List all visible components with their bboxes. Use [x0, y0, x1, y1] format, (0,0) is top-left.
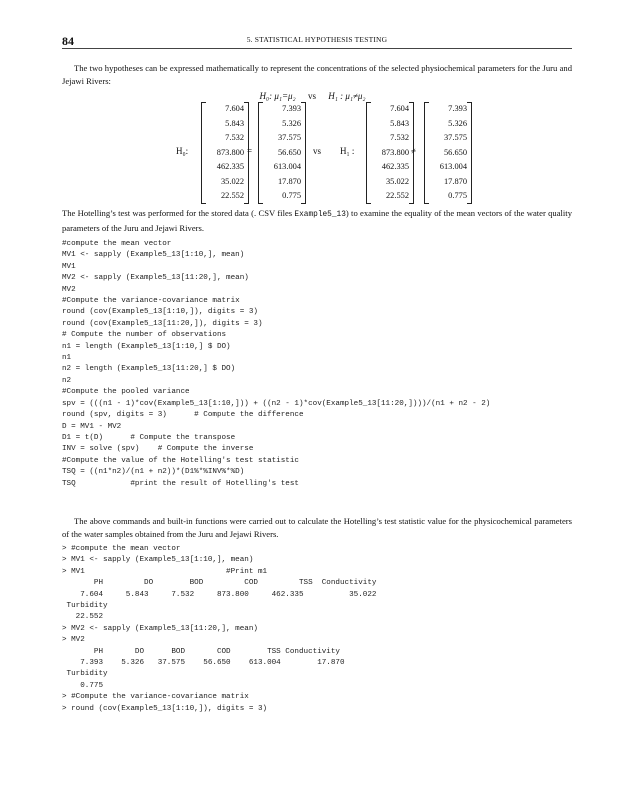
not-equal-sign: ≠ — [411, 146, 416, 156]
matrix-cell: 873.800 — [381, 147, 409, 157]
matrix-cell: 22.552 — [220, 191, 244, 200]
code-line: MV2 — [62, 285, 76, 294]
code-line: # Compute the number of observations — [62, 331, 227, 340]
equals-sign: = — [247, 146, 253, 156]
r-code-block — [62, 239, 582, 490]
intro-paragraph: The two hypotheses can be expressed mathematically to represent the concentrations of the selected physiochemical parameters for the Juru and Jejawi Rivers: — [62, 63, 572, 86]
h0-juru-matrix — [201, 102, 249, 204]
matrix-cell: 7.532 — [225, 133, 244, 142]
matrix-cell: 17.870 — [443, 176, 467, 186]
code-line: MV2 <- sapply (Example5_13[11:20,], mean) — [62, 274, 249, 283]
code-line: n2 — [62, 376, 72, 385]
matrix-cell: 613.004 — [273, 162, 301, 171]
output-line: > MV1 <- sapply (Example5_13[1:10,], mean) — [62, 556, 254, 565]
code-line: TSQ = ((n1*n2)/(n1 + n2))*(D1%*%INV%*%D) — [62, 468, 245, 477]
matrix-cell: 0.775 — [448, 191, 467, 200]
matrix-cell: 7.393 — [448, 104, 467, 113]
code-line: spv = (((n1 - 1)*cov(Example5_13[1:10,])) + ((n2 - 1)*cov(Example5_13[11:20,])))/(n1 + n2 - 2) — [62, 399, 491, 408]
h0-label: H₀: — [176, 146, 189, 156]
header-rule — [62, 48, 572, 49]
matrix-cell: 0.775 — [282, 191, 301, 200]
matrix-cell: 56.650 — [443, 147, 467, 157]
para2-file-label: . CSV files — [254, 208, 295, 218]
output-line: 0.775 — [62, 681, 104, 690]
matrix-cell: 5.843 — [390, 118, 409, 128]
para2-after: ) to examine the equality of the mean vectors of the water quality parameters of the Juru and Jejawi Rivers. — [62, 208, 572, 233]
code-line: round (spv, digits = 3) # Compute the difference — [62, 411, 304, 420]
code-line: n1 — [62, 354, 72, 363]
matrix-cell: 873.800 — [216, 147, 244, 157]
matrix-cell: 7.604 — [225, 104, 244, 113]
matrix-cell: 37.575 — [277, 133, 301, 142]
matrix-cell: 462.335 — [381, 162, 409, 171]
matrix-cell: 17.870 — [277, 176, 301, 186]
matrix-cell: 613.004 — [439, 162, 467, 171]
output-line: > MV2 — [62, 636, 85, 645]
output-line: PH DO BOD COD TSS Conductivity — [62, 647, 340, 656]
null-hypothesis: H₀: μ₁=μ₂ — [259, 91, 296, 101]
hypotheses-vs: vs — [307, 91, 316, 101]
results-paragraph: The above commands and built-in functions were carried out to calculate the Hotelling’s test statistic value for the physicochemical parameters of the water samples obtained from the Juru and Jejawi Rivers. — [62, 516, 572, 539]
matrix-cell: 7.393 — [282, 104, 301, 113]
code-line: MV1 <- sapply (Example5_13[1:10,], mean) — [62, 251, 245, 260]
matrix-cell: 7.532 — [390, 133, 409, 142]
output-line: > #Compute the variance-covariance matrix — [62, 693, 249, 702]
h1-juru-matrix — [366, 102, 414, 204]
code-line: INV = solve (spv) # Compute the inverse — [62, 445, 254, 454]
dataset-name: Example5_13 — [294, 211, 346, 219]
output-line: > round (cov(Example5_13[1:10,]), digits = 3) — [62, 704, 268, 713]
output-line: Turbidity — [62, 670, 108, 679]
output-line: 22.552 — [62, 613, 104, 622]
code-line: MV1 — [62, 262, 76, 271]
output-line: > MV2 <- sapply (Example5_13[11:20,], mean) — [62, 624, 258, 633]
code-line: #Compute the pooled variance — [62, 388, 190, 397]
code-line: n2 = length (Example5_13[11:20,] $ DO) — [62, 365, 236, 374]
hotelling-paragraph — [62, 207, 572, 234]
output-line: > #compute the mean vector — [62, 545, 181, 553]
code-line: TSQ #print the result of Hotelling's test — [62, 479, 299, 488]
matrix-cell: 37.575 — [443, 133, 467, 142]
matrix-cell: 35.022 — [385, 176, 409, 186]
output-line: Turbidity — [62, 602, 108, 611]
h0-jejawi-matrix — [258, 102, 306, 204]
code-line: D1 = t(D) # Compute the transpose — [62, 433, 236, 442]
matrix-cell: 462.335 — [216, 162, 244, 171]
matrix-cell: 7.604 — [390, 104, 409, 113]
matrix-vs: vs — [313, 146, 322, 156]
r-output-block — [62, 544, 582, 715]
running-title: 5. STATISTICAL HYPOTHESIS TESTING — [246, 35, 388, 44]
code-line: round (cov(Example5_13[1:10,]), digits = 3) — [62, 308, 258, 317]
code-line: n1 = length (Example5_13[1:10,] $ DO) — [62, 342, 231, 351]
code-line: #Compute the value of the Hotelling's test statistic — [62, 456, 299, 465]
code-line: D = MV1 - MV2 — [62, 422, 122, 431]
matrix-cell: 22.552 — [385, 191, 409, 200]
h1-jejawi-matrix — [424, 102, 472, 204]
h1-label: H₁ : — [340, 146, 355, 156]
matrix-cell: 5.326 — [448, 118, 467, 128]
code-line: round (cov(Example5_13[11:20,]), digits = 3) — [62, 319, 263, 328]
alt-hypothesis: H₁ : μ₁≠μ₂ — [328, 91, 366, 101]
output-line: PH DO BOD COD TSS Conductivity — [62, 579, 377, 588]
matrix-cell: 5.843 — [225, 118, 244, 128]
page-header — [62, 34, 572, 48]
output-line: 7.393 5.326 37.575 56.650 613.004 17.870 — [62, 659, 345, 668]
page-number: 84 — [62, 34, 74, 48]
matrix-cell: 56.650 — [277, 147, 301, 157]
output-line: > MV1 #Print m1 — [62, 567, 268, 576]
matrix-cell: 5.326 — [282, 118, 301, 128]
code-line: #Compute the variance-covariance matrix — [62, 297, 240, 306]
para2-before: The Hotelling’s test was performed for the stored data ( — [62, 208, 255, 218]
hypotheses-line — [0, 91, 625, 101]
output-line: 7.604 5.843 7.532 873.800 462.335 35.022 — [62, 590, 377, 599]
matrix-cell: 35.022 — [220, 176, 244, 186]
code-line: #compute the mean vector — [62, 240, 172, 248]
